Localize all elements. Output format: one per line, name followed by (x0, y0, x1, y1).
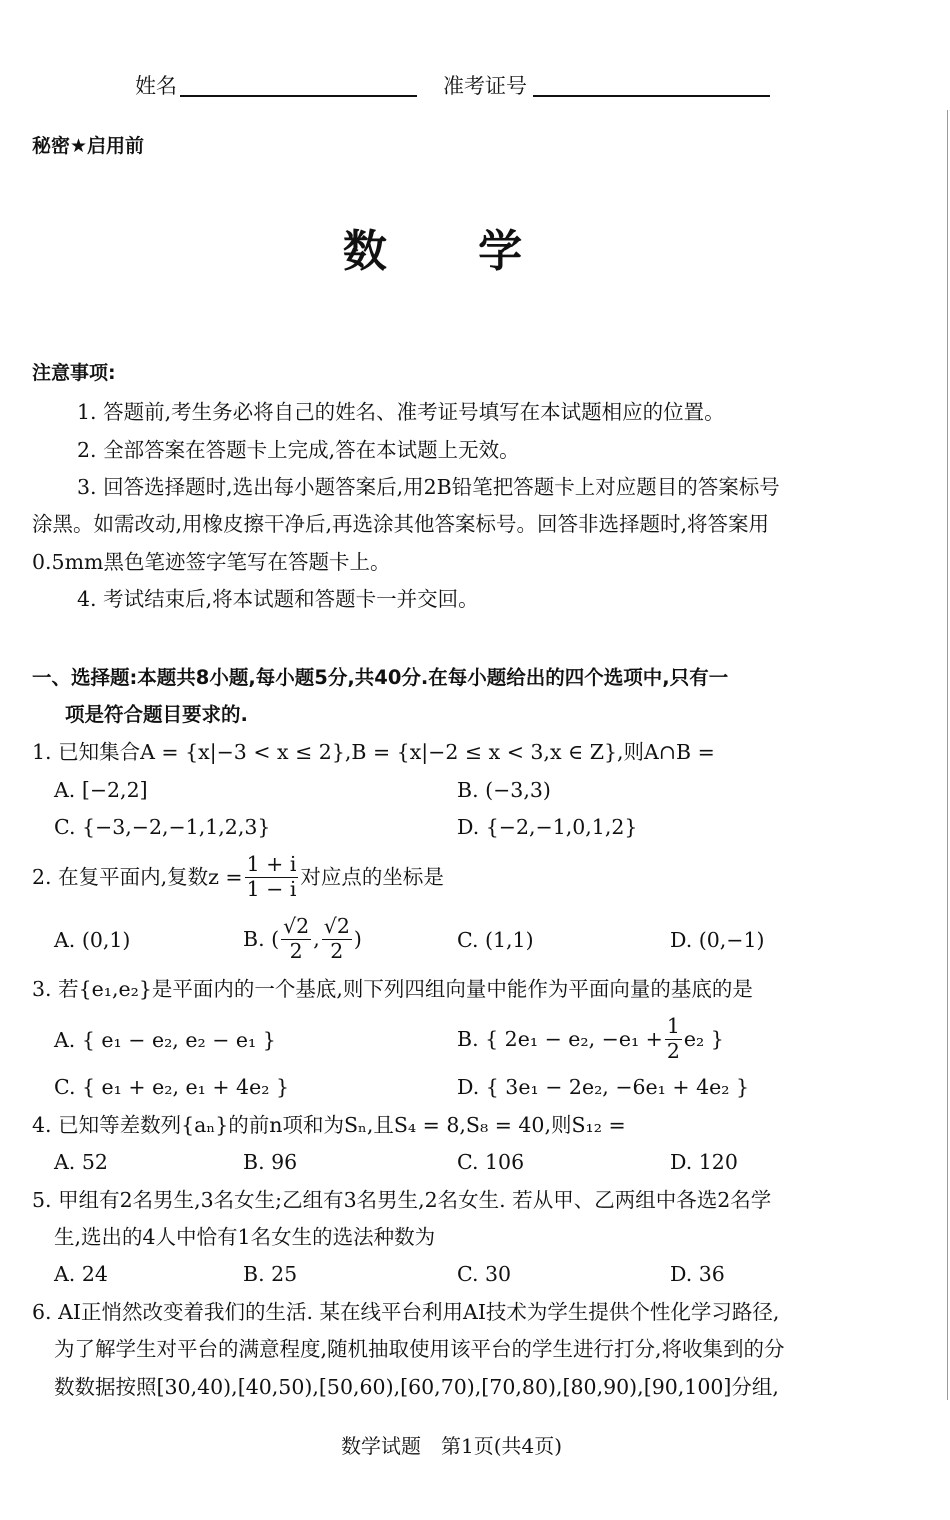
page-title: 数 学 (342, 226, 561, 277)
q4-stem: 4. 已知等差数列{aₙ}的前n项和为Sₙ,且S₄ = 8,S₈ = 40,则S₁₂ = (32, 1113, 626, 1137)
exam-id-label: 准考证号 (443, 74, 527, 98)
page-footer: 数学试题 第1页(共4页) (340, 1434, 563, 1458)
q4-option-d[interactable]: D. 120 (670, 1150, 738, 1174)
q2-b-frac-2 (322, 915, 352, 963)
q4-option-a[interactable]: A. 52 (54, 1150, 108, 1174)
q2-b-frac-2-num: √2 (323, 913, 350, 938)
note-1: 1. 答题前,考生务必将自己的姓名、准考证号填写在本试题相应的位置。 (77, 400, 725, 424)
q6-stem-line-2: 为了解学生对平台的满意程度,随机抽取使用该平台的学生进行打分,将收集到的分 (54, 1337, 785, 1361)
q2-b-suffix: ) (353, 926, 362, 951)
q1-option-a[interactable]: A. [−2,2] (54, 778, 148, 802)
q3-stem: 3. 若{e₁,e₂}是平面内的一个基底,则下列四组向量中能作为平面向量的基底的是 (32, 977, 753, 1001)
page-edge-rule (947, 110, 948, 1400)
q2-option-c[interactable]: C. (1,1) (457, 928, 534, 952)
section-heading-line-1: 一、选择题:本题共8小题,每小题5分,共40分.在每小题给出的四个选项中,只有一 (32, 666, 729, 689)
q2-fraction-denominator: 1 − i (246, 876, 297, 901)
q2-option-a[interactable]: A. (0,1) (54, 928, 131, 952)
q2-b-frac-1-den: 2 (289, 938, 303, 963)
name-blank[interactable] (180, 95, 417, 97)
name-label: 姓名 (135, 74, 177, 98)
q2-b-frac-1-num: √2 (283, 913, 310, 938)
q2-option-b[interactable] (243, 912, 362, 966)
q4-option-c[interactable]: C. 106 (457, 1150, 525, 1174)
q3-option-a[interactable]: A. { e₁ − e₂, e₂ − e₁ } (54, 1028, 276, 1052)
q4-option-b[interactable]: B. 96 (243, 1150, 298, 1174)
q1-option-c[interactable]: C. {−3,−2,−1,1,2,3} (54, 815, 271, 839)
q5-option-c[interactable]: C. 30 (457, 1262, 512, 1286)
note-2: 2. 全部答案在答题卡上完成,答在本试题上无效。 (77, 438, 520, 462)
q1-option-d[interactable]: D. {−2,−1,0,1,2} (457, 815, 638, 839)
q2-stem-suffix: 对应点的坐标是 (300, 864, 444, 889)
q2-option-d[interactable]: D. (0,−1) (670, 928, 765, 952)
q5-stem-line-2: 生,选出的4人中恰有1名女生的选法种数为 (54, 1225, 436, 1249)
q1-option-b[interactable]: B. (−3,3) (457, 778, 551, 802)
q6-stem-line-1: 6. AI正悄然改变着我们的生活. 某在线平台利用AI技术为学生提供个性化学习路径, (32, 1300, 780, 1324)
q2-fraction (245, 853, 299, 901)
q3-option-b[interactable] (457, 1012, 724, 1066)
note-3-line-2: 涂黑。如需改动,用橡皮擦干净后,再选涂其他答案标号。回答非选择题时,将答案用 (32, 512, 770, 536)
q3-b-frac (665, 1015, 682, 1063)
q2-b-comma: , (313, 926, 320, 951)
q3-b-suffix: e₂ } (683, 1026, 724, 1051)
q3-b-frac-num: 1 (666, 1013, 680, 1038)
q3-option-d[interactable]: D. { 3e₁ − 2e₂, −6e₁ + 4e₂ } (457, 1075, 750, 1099)
q5-option-d[interactable]: D. 36 (670, 1262, 725, 1286)
note-3-line-3: 0.5mm黑色笔迹签字笔写在答题卡上。 (32, 550, 391, 574)
q5-option-b[interactable]: B. 25 (243, 1262, 298, 1286)
q2-stem (32, 850, 444, 904)
note-4: 4. 考试结束后,将本试题和答题卡一并交回。 (77, 587, 479, 611)
q1-stem: 1. 已知集合A = {x|−3 < x ≤ 2},B = {x|−2 ≤ x < 3,x ∈ Z},则A∩B = (32, 740, 715, 764)
q2-b-frac-1 (281, 915, 311, 963)
q3-b-frac-den: 2 (666, 1038, 680, 1063)
q3-option-c[interactable]: C. { e₁ + e₂, e₁ + 4e₂ } (54, 1075, 289, 1099)
q5-option-a[interactable]: A. 24 (54, 1262, 108, 1286)
q2-b-frac-2-den: 2 (330, 938, 344, 963)
q2-stem-prefix: 2. 在复平面内,复数z = (32, 864, 243, 889)
secret-mark: 秘密★启用前 (32, 135, 145, 157)
q5-stem-line-1: 5. 甲组有2名男生,3名女生;乙组有3名男生,2名女生. 若从甲、乙两组中各选2名学 (32, 1188, 772, 1212)
exam-id-blank[interactable] (533, 95, 770, 97)
section-heading-line-2: 项是符合题目要求的. (65, 703, 248, 726)
q6-stem-line-3: 数数据按照[30,40),[40,50),[50,60),[60,70),[70,80),[80,90),[90,100]分组, (54, 1375, 779, 1399)
note-3-line-1: 3. 回答选择题时,选出每小题答案后,用2B铅笔把答题卡上对应题目的答案标号 (77, 475, 780, 499)
q2-fraction-numerator: 1 + i (246, 851, 297, 876)
notes-heading: 注意事项: (32, 362, 116, 384)
q2-b-prefix: B. ( (243, 926, 280, 951)
q3-b-prefix: B. { 2e₁ − e₂, −e₁ + (457, 1026, 663, 1051)
